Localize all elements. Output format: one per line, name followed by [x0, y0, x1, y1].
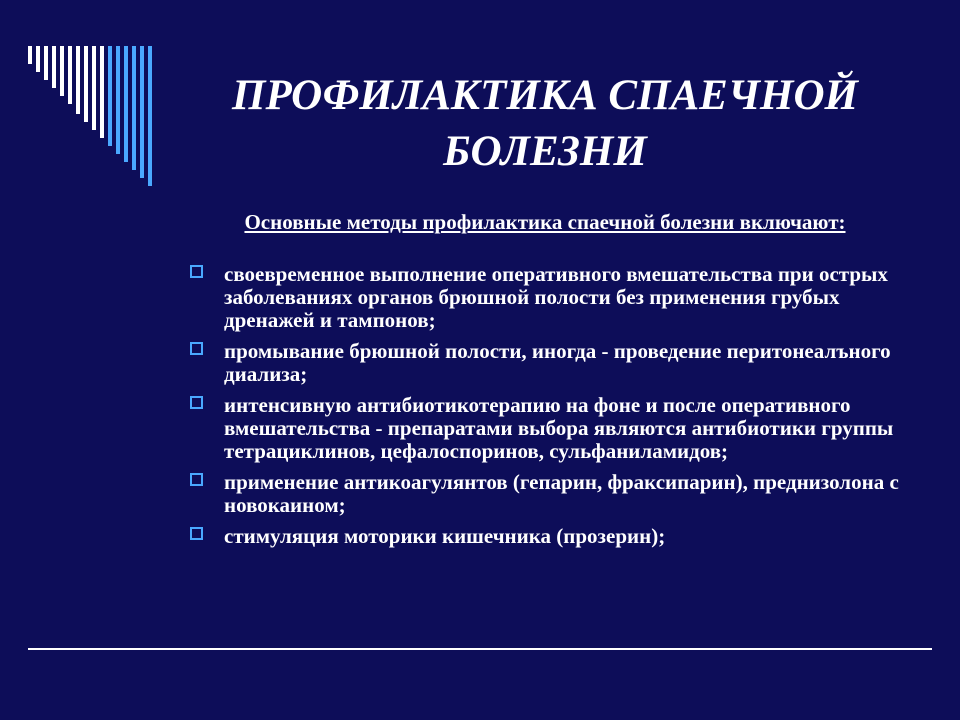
list-item-text: применение антикоагулянтов (гепарин, фраксипарин), преднизолона с новокаином; [224, 470, 899, 517]
stripe [44, 46, 48, 80]
list-item-text: интенсивную антибиотикотерапию на фоне и после оперативного вмешательства - препаратами выбора являются антибиотики группы тетрациклинов, цефалоспоринов, сульфаниламидов; [224, 393, 894, 463]
stripe [52, 46, 56, 88]
list-item-text: своевременное выполнение оперативного вмешательства при острых заболеваниях органов брюшной полости без применения грубых дренажей и тампонов; [224, 262, 888, 332]
stripe [28, 46, 32, 64]
list-item-text: стимуляция моторики кишечника (прозерин); [224, 524, 666, 548]
stripe [108, 46, 112, 146]
bullet-list [186, 263, 906, 556]
footer-divider [28, 648, 932, 650]
stripe [84, 46, 88, 122]
stripe [68, 46, 72, 104]
stripe [92, 46, 96, 130]
stripe [76, 46, 80, 114]
stripe [60, 46, 64, 96]
title-line-2: БОЛЕЗНИ [443, 128, 647, 175]
list-item [186, 263, 906, 332]
stripe [36, 46, 40, 72]
stripe [132, 46, 136, 170]
list-item [186, 340, 906, 386]
square-bullet-icon [190, 396, 203, 409]
square-bullet-icon [190, 527, 203, 540]
slide-subtitle: Основные методы профилактика спаечной болезни включают: [244, 210, 846, 234]
square-bullet-icon [190, 265, 203, 278]
stripe [140, 46, 144, 178]
list-item [186, 471, 906, 517]
stripe [116, 46, 120, 154]
slide-title [170, 68, 920, 180]
title-line-1: ПРОФИЛАКТИКА СПАЕЧНОЙ [232, 72, 858, 119]
square-bullet-icon [190, 342, 203, 355]
square-bullet-icon [190, 473, 203, 486]
list-item [186, 394, 906, 463]
list-item-text: промывание брюшной полости, иногда - проведение перитонеалъного диализа; [224, 339, 891, 386]
stripe [100, 46, 104, 138]
stripe [124, 46, 128, 162]
list-item [186, 525, 906, 548]
stripe [148, 46, 152, 186]
